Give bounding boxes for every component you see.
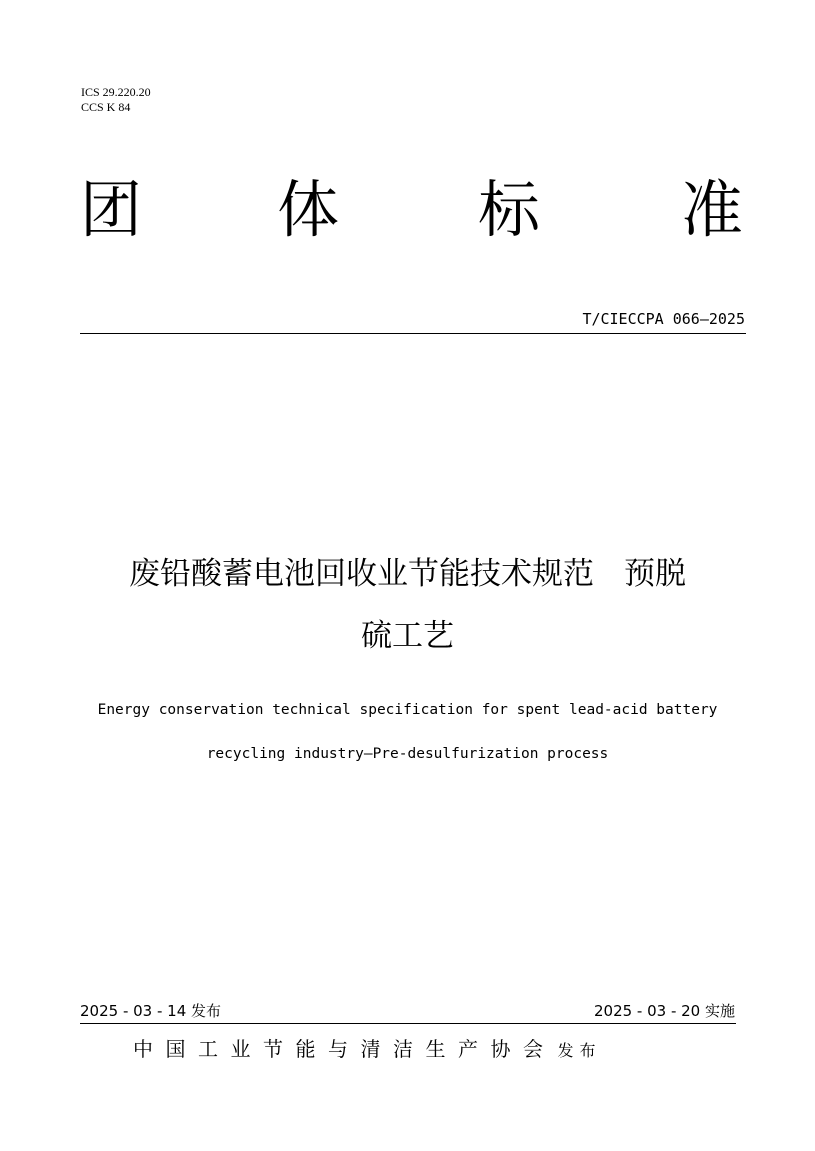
chinese-title [60, 543, 755, 667]
chinese-title-line-1 [60, 543, 755, 605]
ccs-code: CCS K 84 [81, 100, 131, 114]
classification-codes [81, 85, 151, 115]
implementation-date: 2025 - 03 - 20 实施 [593, 1002, 735, 1020]
publisher-name: 中国工业节能与清洁生产协会 [133, 1037, 556, 1061]
bottom-divider [80, 1023, 736, 1024]
category-char-2: 体 [277, 173, 340, 246]
standard-category-title [80, 170, 745, 250]
english-title [40, 688, 775, 776]
category-char-3: 标 [478, 173, 541, 246]
category-char-1: 团 [80, 173, 143, 246]
chinese-title-line-2: 硫工艺 [361, 618, 454, 654]
publisher-line [133, 1034, 602, 1066]
top-divider [80, 333, 746, 334]
publisher-suffix: 发布 [557, 1041, 602, 1060]
category-char-4: 准 [681, 173, 744, 246]
chinese-title-sub-start: 预脱 [624, 556, 686, 592]
publish-date: 2025 - 03 - 14 发布 [80, 1002, 222, 1020]
chinese-title-main: 废铅酸蓄电池回收业节能技术规范 [129, 556, 594, 592]
standard-number: T/CIECCPA 066—2025 [582, 310, 745, 328]
ics-code: ICS 29.220.20 [81, 85, 151, 99]
english-title-line-1: Energy conservation technical specification for spent lead-acid battery [97, 702, 718, 718]
english-title-line-2: recycling industry—Pre-desulfurization process [206, 746, 609, 762]
